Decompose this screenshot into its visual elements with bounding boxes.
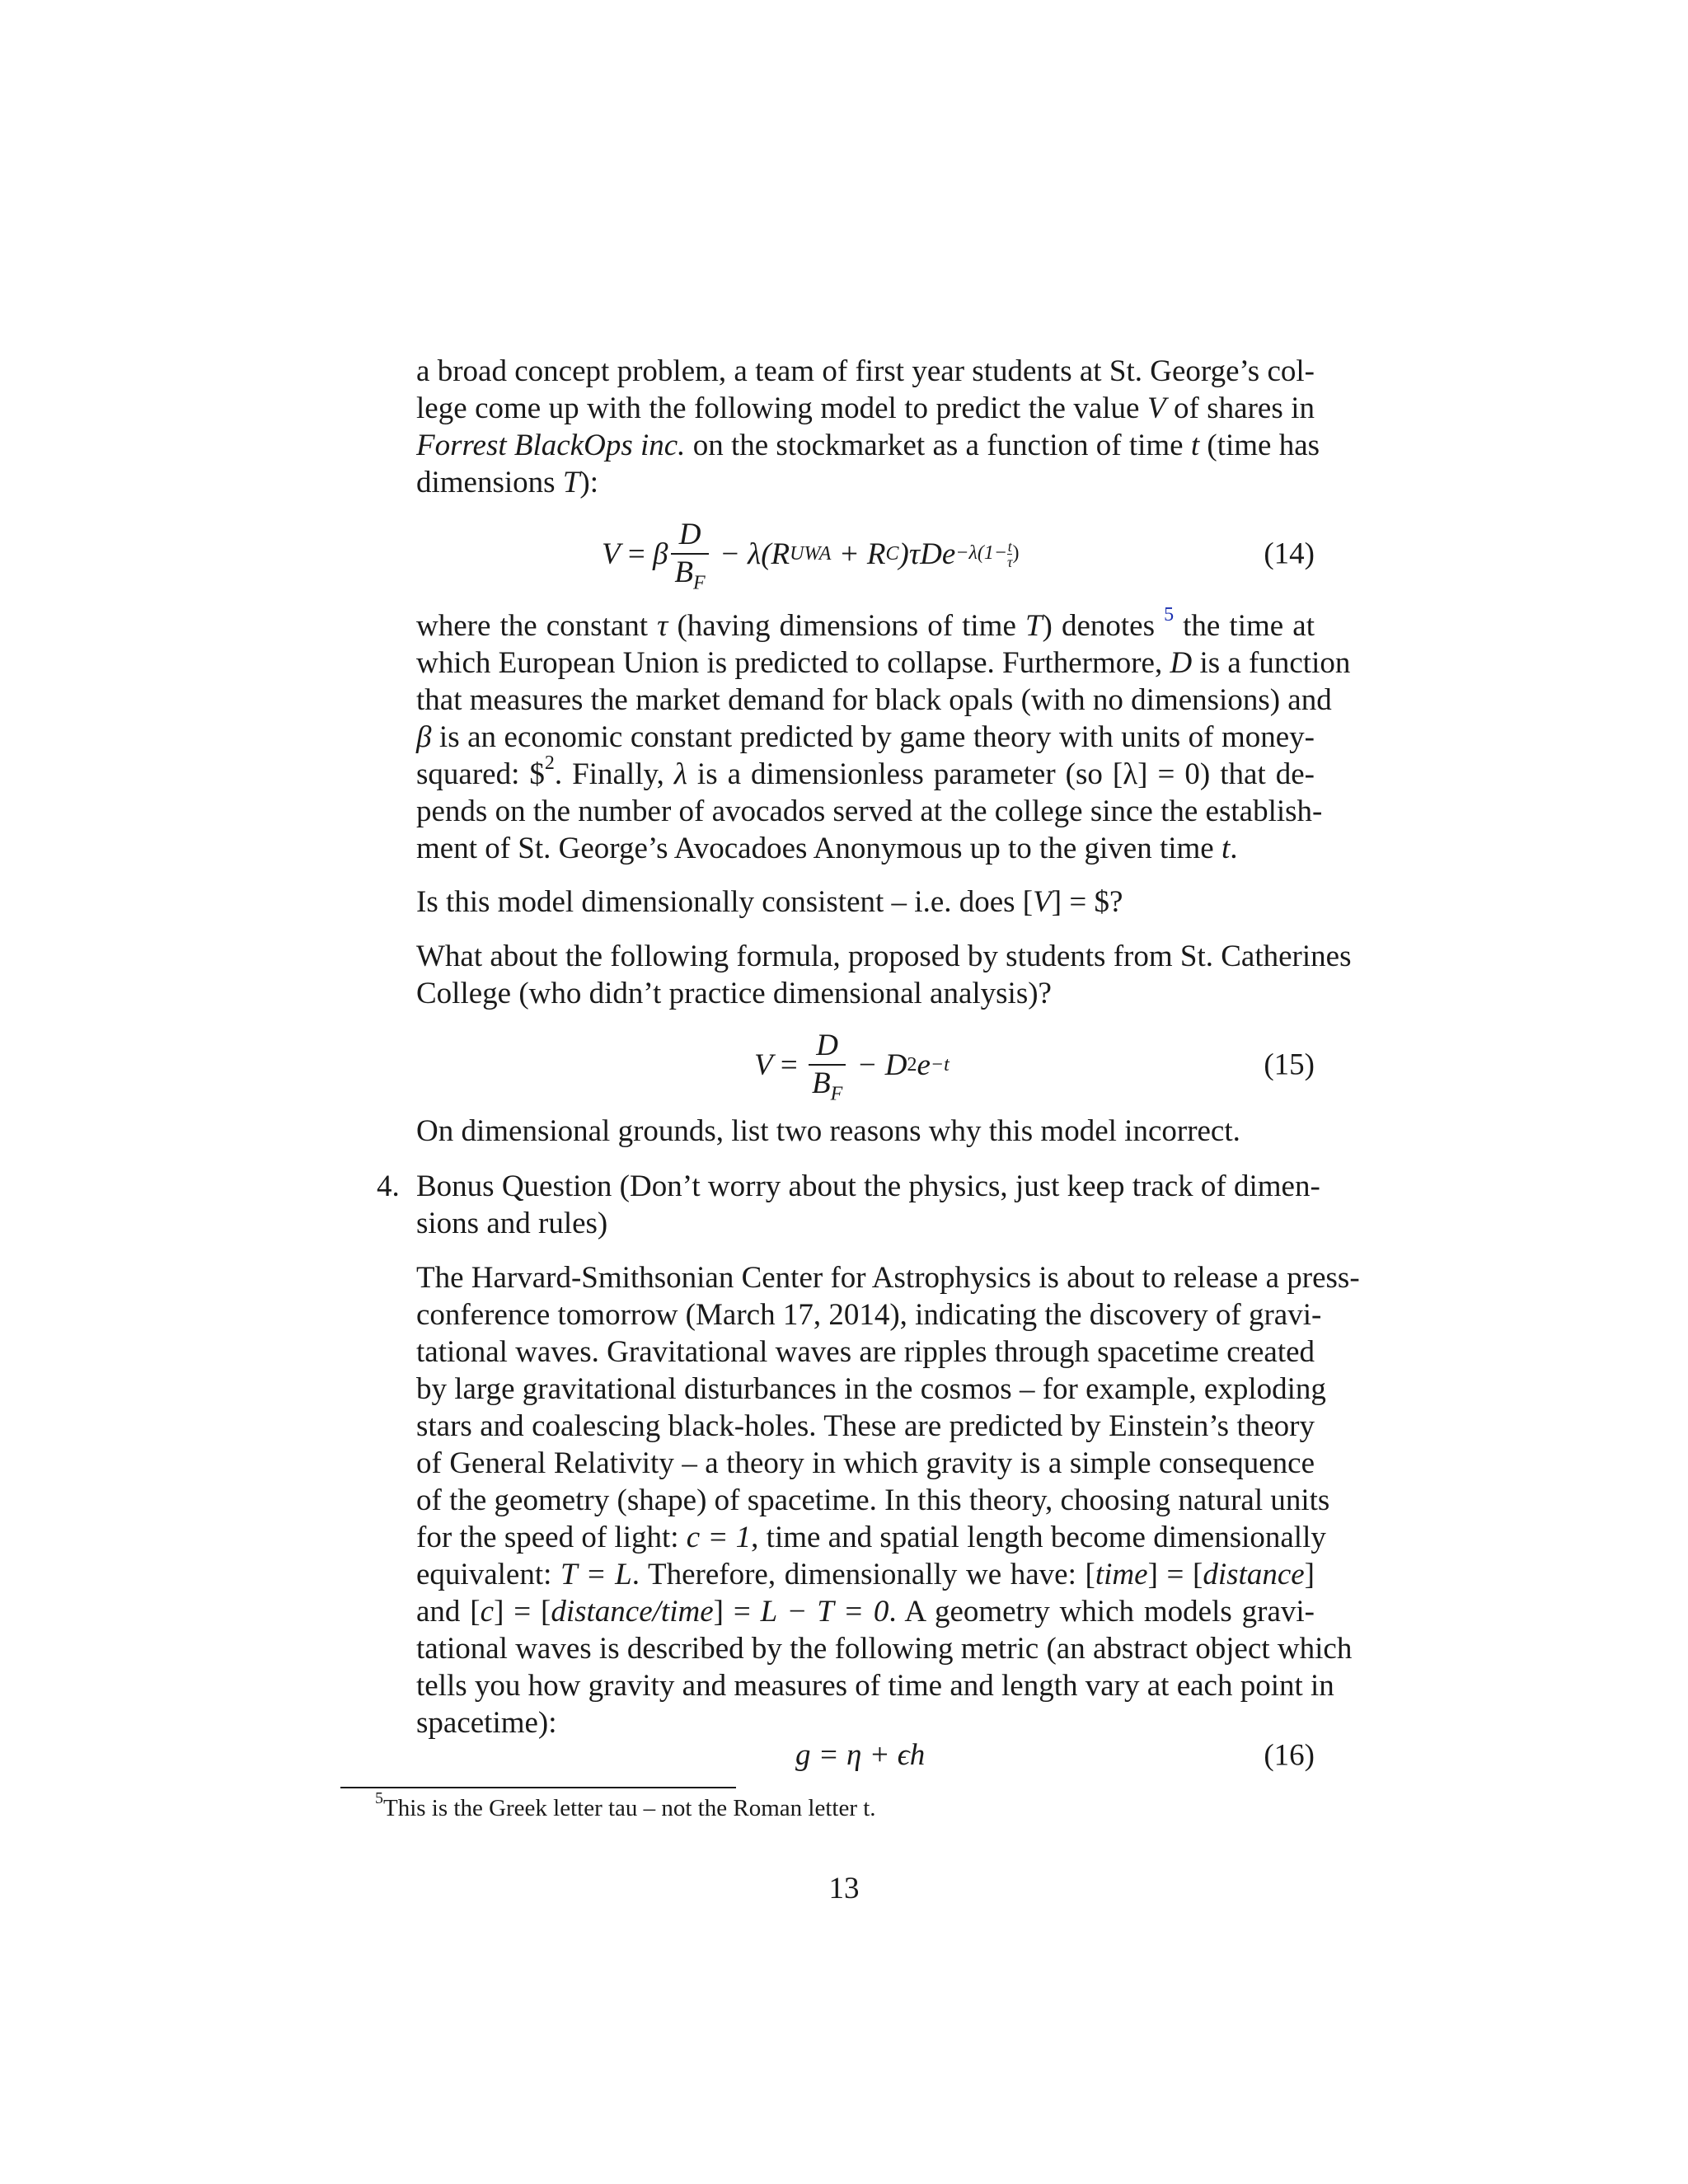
paragraph-model-intro bbox=[416, 353, 1320, 501]
equation-number: (14) bbox=[1264, 537, 1315, 571]
math-var: V bbox=[754, 1047, 773, 1082]
math-expr: − λ(R bbox=[711, 537, 790, 571]
math-var: e bbox=[917, 1047, 931, 1082]
paragraph-gravitational-waves bbox=[416, 1259, 1360, 1741]
text-line: What about the following formula, proposed by students from St. Catherines bbox=[416, 940, 1352, 973]
text-line: stars and coalescing black-holes. These are predicted by Einstein’s theory bbox=[416, 1409, 1315, 1443]
company-name: Forrest BlackOps inc. bbox=[416, 429, 686, 462]
equation-number: (16) bbox=[1264, 1738, 1315, 1772]
exponent-text: −λ(1− bbox=[955, 541, 1008, 564]
math-var: time bbox=[1095, 1558, 1148, 1591]
text-line: a broad concept problem, a team of first year students at St. George’s col- bbox=[416, 354, 1315, 388]
footnote bbox=[375, 1789, 876, 1823]
text-line: which European Union is predicted to collapse. Furthermore, bbox=[416, 646, 1170, 680]
text-line: where the constant bbox=[416, 609, 658, 643]
text-line: , time and spatial length become dimensionally bbox=[751, 1521, 1326, 1554]
text-line: . A geometry which models gravi- bbox=[889, 1595, 1315, 1629]
text-line: tational waves. Gravitational waves are ripples through spacetime created bbox=[416, 1335, 1315, 1369]
math-var: τ bbox=[657, 609, 668, 643]
fraction bbox=[671, 517, 708, 594]
text-line: . bbox=[1230, 832, 1238, 865]
math-expr: distance/time bbox=[551, 1595, 714, 1629]
text-line: . Finally, bbox=[554, 757, 674, 791]
math-expr: − D bbox=[849, 1047, 907, 1082]
subscript: F bbox=[693, 572, 706, 594]
text-line: on the stockmarket as a function of time bbox=[685, 429, 1191, 462]
text-line: the time at bbox=[1174, 609, 1315, 643]
exponent bbox=[955, 539, 1019, 569]
paragraph-alternative-formula bbox=[416, 938, 1352, 1012]
exponent-text: ) bbox=[1012, 541, 1020, 564]
text-line: ] = [ bbox=[1147, 1558, 1203, 1591]
equation-15: V = $\frac{D}{B_F}$ − D 2 e −t (15) bbox=[754, 1029, 1315, 1105]
math-expr: c = 1 bbox=[686, 1521, 752, 1554]
text-line: On dimensional grounds, list two reasons why this model incorrect. bbox=[416, 1114, 1240, 1148]
paragraph-dimensional-grounds bbox=[416, 1113, 1315, 1150]
equation-number: (15) bbox=[1264, 1047, 1315, 1082]
math-var: B bbox=[674, 555, 694, 589]
math-var: β bbox=[416, 720, 432, 754]
denominator bbox=[809, 1064, 846, 1105]
text-line: ] = $? bbox=[1051, 885, 1123, 919]
equation-14: V = β $\frac{D}{B_F}$ − λ(R UWA + R C )τDe −λ(1− $\frac{t}{\tau}$ ) (14) bbox=[602, 518, 1315, 594]
page-number: 13 bbox=[828, 1872, 860, 1905]
text-line: conference tomorrow (March 17, 2014), indicating the discovery of gravi- bbox=[416, 1298, 1322, 1332]
math-var: D bbox=[1170, 646, 1193, 680]
math-var: V bbox=[602, 537, 621, 571]
text-line: is a dimensionless parameter (so [λ] = 0) that de- bbox=[687, 757, 1315, 791]
math-var: B bbox=[811, 1066, 831, 1100]
text-line: ): bbox=[579, 466, 598, 499]
text-line: lege come up with the following model to predict the value bbox=[416, 391, 1147, 425]
numerator: D bbox=[678, 518, 701, 551]
text-line: of General Relativity – a theory in which gravity is a simple consequence bbox=[416, 1446, 1315, 1480]
text-line: dimensions bbox=[416, 466, 563, 499]
denominator: τ bbox=[1007, 553, 1013, 570]
math-var: distance bbox=[1203, 1558, 1305, 1591]
math-var: V bbox=[1033, 885, 1052, 919]
text-line: (time has bbox=[1199, 429, 1320, 462]
subscript: F bbox=[830, 1083, 843, 1105]
text-line: tells you how gravity and measures of time and length vary at each point in bbox=[416, 1669, 1334, 1703]
text-line: Is this model dimensionally consistent – i.e. does [ bbox=[416, 885, 1034, 919]
math-var: β bbox=[652, 537, 668, 571]
math-var: c bbox=[480, 1595, 495, 1629]
math-expr: T = L bbox=[560, 1558, 632, 1591]
text-line: ) denotes bbox=[1042, 609, 1165, 643]
text-line: ] = bbox=[713, 1595, 761, 1629]
math-expr: + R bbox=[831, 537, 886, 571]
text-line: . Therefore, dimensionally we have: [ bbox=[631, 1558, 1095, 1591]
text-line: The Harvard-Smithsonian Center for Astrophysics is about to release a press- bbox=[416, 1261, 1360, 1295]
text-line: tational waves is described by the following metric (an abstract object which bbox=[416, 1632, 1353, 1666]
text-line: pends on the number of avocados served at the college since the establish- bbox=[416, 794, 1323, 828]
text-line: ] = [ bbox=[494, 1595, 551, 1629]
math-var: V bbox=[1146, 391, 1166, 425]
text-line: for the speed of light: bbox=[416, 1521, 687, 1554]
footnote-rule bbox=[340, 1787, 736, 1788]
footnote-mark: 5 bbox=[375, 1789, 383, 1807]
math-var: t bbox=[1190, 429, 1200, 462]
text-line: of shares in bbox=[1165, 391, 1315, 425]
math-expr: g = η + ϵh bbox=[795, 1738, 926, 1772]
math-op: = bbox=[772, 1047, 805, 1082]
text-line: ] bbox=[1304, 1558, 1315, 1591]
text-line: (having dimensions of time bbox=[668, 609, 1025, 643]
text-line: squared: $ bbox=[416, 757, 545, 791]
footnote-text: This is the Greek letter tau – not the Roman letter t. bbox=[383, 1795, 876, 1821]
numerator: D bbox=[816, 1029, 838, 1062]
paragraph-definitions bbox=[416, 604, 1351, 867]
text-line: equivalent: bbox=[416, 1558, 561, 1591]
paragraph-question-consistency bbox=[416, 883, 1315, 921]
text-line: is an economic constant predicted by game theory with units of money- bbox=[431, 720, 1315, 754]
text-line: and [ bbox=[416, 1595, 481, 1629]
math-var: t bbox=[1221, 832, 1231, 865]
text-line: sions and rules) bbox=[416, 1207, 608, 1240]
text-line: that measures the market demand for black opals (with no dimensions) and bbox=[416, 683, 1332, 717]
text-line: College (who didn’t practice dimensional analysis)? bbox=[416, 977, 1052, 1010]
math-expr: )τDe bbox=[898, 537, 956, 571]
equation-16 bbox=[416, 1736, 1315, 1774]
text-line: spacetime): bbox=[416, 1706, 557, 1740]
superscript: 2 bbox=[544, 752, 555, 774]
list-item-number: 4. bbox=[377, 1169, 400, 1203]
math-expr: L − T = 0 bbox=[760, 1595, 889, 1629]
math-var: T bbox=[1025, 609, 1043, 643]
list-item-bonus-question bbox=[416, 1168, 1320, 1242]
text-line: by large gravitational disturbances in the cosmos – for example, exploding bbox=[416, 1372, 1326, 1406]
math-var: T bbox=[562, 466, 580, 499]
math-var: λ bbox=[673, 757, 687, 791]
text-line: is a function bbox=[1192, 646, 1351, 680]
denominator bbox=[671, 553, 708, 594]
footnote-reference-link[interactable]: 5 bbox=[1164, 604, 1175, 626]
numerator: t bbox=[1007, 537, 1012, 555]
math-op: = bbox=[620, 537, 653, 571]
text-line: ment of St. George’s Avocadoes Anonymous up to the given time bbox=[416, 832, 1221, 865]
text-line: of the geometry (shape) of spacetime. In this theory, choosing natural units bbox=[416, 1483, 1330, 1517]
text-line: Bonus Question (Don’t worry about the physics, just keep track of dimen- bbox=[416, 1169, 1320, 1203]
fraction bbox=[809, 1028, 846, 1105]
